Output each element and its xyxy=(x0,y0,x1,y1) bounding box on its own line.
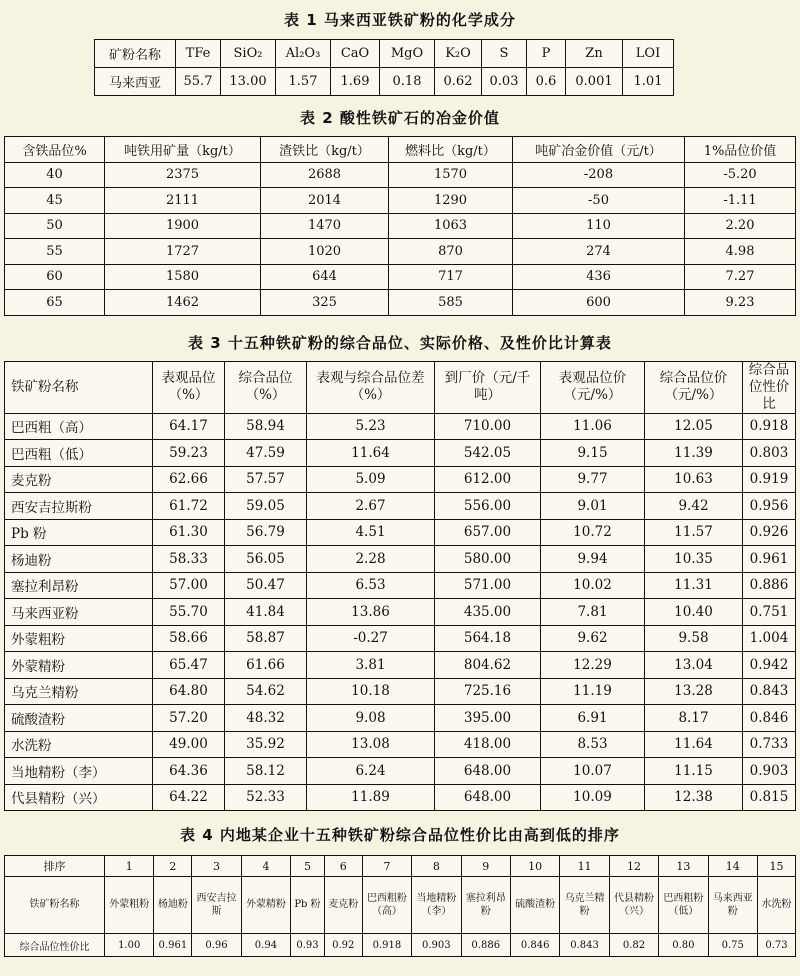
table3-cell: 13.86 xyxy=(307,599,435,626)
table4-value-cell: 0.93 xyxy=(291,934,325,957)
table3-cell: 4.51 xyxy=(307,519,435,546)
table2-cell: 1470 xyxy=(261,213,389,239)
table4-name-cell: 杨迪粉 xyxy=(154,877,192,934)
table3-cell: 5.09 xyxy=(307,466,435,493)
table1-header-row xyxy=(95,40,674,68)
table4-row-label: 铁矿粉名称 xyxy=(5,877,105,934)
table1-header-cell: SiO₂ xyxy=(221,40,276,68)
table3-header-row xyxy=(5,362,796,414)
table3-cell: 55.70 xyxy=(153,599,225,626)
table3-cell: 10.09 xyxy=(541,784,645,811)
table3-cell: 571.00 xyxy=(435,572,541,599)
table3-cell: 804.62 xyxy=(435,652,541,679)
table3-header-cell: 铁矿粉名称 xyxy=(5,362,153,414)
table2-cell: 1063 xyxy=(389,213,513,239)
table2-cell: 110 xyxy=(513,213,685,239)
table3-cell: 当地精粉（李） xyxy=(5,758,153,785)
table4-value-cell: 1.00 xyxy=(105,934,154,957)
table1-cell: 马来西亚 xyxy=(95,68,176,96)
table4-value-cell: 0.886 xyxy=(461,934,510,957)
table3-cell: 61.30 xyxy=(153,519,225,546)
table4-name-cell: 巴西粗粉（高） xyxy=(362,877,411,934)
table3-cell: 0.815 xyxy=(743,784,796,811)
table3-cell: 0.926 xyxy=(743,519,796,546)
table2-row xyxy=(5,264,796,290)
table4-rank-cell: 3 xyxy=(192,856,241,877)
table3-cell: 杨迪粉 xyxy=(5,546,153,573)
table4-value-cell: 0.843 xyxy=(560,934,609,957)
table3-header-cell: 综合品位（%） xyxy=(225,362,307,414)
table3-cell: 0.918 xyxy=(743,413,796,440)
table3-cell: 10.63 xyxy=(645,466,743,493)
table2-row xyxy=(5,239,796,265)
table3-header-cell: 到厂价（元/千吨） xyxy=(435,362,541,414)
table3-cell: 64.17 xyxy=(153,413,225,440)
table3-cell: 0.961 xyxy=(743,546,796,573)
table4-value-cell: 0.82 xyxy=(609,934,658,957)
table3-cell: 580.00 xyxy=(435,546,541,573)
table2-cell: 40 xyxy=(5,162,105,188)
table3-cell: 648.00 xyxy=(435,758,541,785)
table3-cell: 3.81 xyxy=(307,652,435,679)
table4-name-cell: 马来西亚粉 xyxy=(708,877,757,934)
table2-cell: 65 xyxy=(5,290,105,316)
table3-title: 表 3 十五种铁矿粉的综合品位、实际价格、及性价比计算表 xyxy=(188,334,612,352)
table3-cell: 57.20 xyxy=(153,705,225,732)
table3-cell: 58.87 xyxy=(225,625,307,652)
table3-row xyxy=(5,678,796,705)
table1-cell: 0.6 xyxy=(527,68,566,96)
table4-value-cell: 0.75 xyxy=(708,934,757,957)
table2-cell: 717 xyxy=(389,264,513,290)
table3-cell: 62.66 xyxy=(153,466,225,493)
table3-row xyxy=(5,652,796,679)
table3-cell: 2.28 xyxy=(307,546,435,573)
table3-row xyxy=(5,572,796,599)
table3-cell: 41.84 xyxy=(225,599,307,626)
table4-name-cell: 当地精粉（李） xyxy=(412,877,461,934)
table3-cell: 11.19 xyxy=(541,678,645,705)
table3-cell: 外蒙粗粉 xyxy=(5,625,153,652)
table3-cell: 725.16 xyxy=(435,678,541,705)
table3-cell: -0.27 xyxy=(307,625,435,652)
table3-cell: 11.39 xyxy=(645,440,743,467)
table3-cell: 11.89 xyxy=(307,784,435,811)
table2-cell: 2375 xyxy=(105,162,261,188)
table3-cell: 59.23 xyxy=(153,440,225,467)
table4-rank-cell: 11 xyxy=(560,856,609,877)
table3-cell: 418.00 xyxy=(435,731,541,758)
table3-cell: 57.57 xyxy=(225,466,307,493)
table2-cell: 274 xyxy=(513,239,685,265)
table3-cell: 麦克粉 xyxy=(5,466,153,493)
table1-cell: 0.001 xyxy=(566,68,623,96)
table2-cell: 55 xyxy=(5,239,105,265)
table4-value-cell: 0.94 xyxy=(241,934,290,957)
table3-cell: 马来西亚粉 xyxy=(5,599,153,626)
table3-cell: 710.00 xyxy=(435,413,541,440)
table4-rank-cell: 12 xyxy=(609,856,658,877)
table3-cell: 58.33 xyxy=(153,546,225,573)
table4-name-cell: 乌克兰精粉 xyxy=(560,877,609,934)
table2-cell: 870 xyxy=(389,239,513,265)
table3-cell: 0.886 xyxy=(743,572,796,599)
table1-header-cell: P xyxy=(527,40,566,68)
table3-cell: 612.00 xyxy=(435,466,541,493)
table2-cell: -50 xyxy=(513,188,685,214)
table2-header-cell: 吨矿冶金价值（元/t） xyxy=(513,137,685,163)
table3-cell: 12.38 xyxy=(645,784,743,811)
table3-cell: 56.79 xyxy=(225,519,307,546)
table3-cell: 10.18 xyxy=(307,678,435,705)
table3-header-cell: 综合品位性价比 xyxy=(743,362,796,414)
table2-cell: 9.23 xyxy=(685,290,796,316)
table3-cell: 35.92 xyxy=(225,731,307,758)
table3-cell: 9.58 xyxy=(645,625,743,652)
table1-title: 表 1 马来西亚铁矿粉的化学成分 xyxy=(284,11,516,29)
table2-cell: 1580 xyxy=(105,264,261,290)
table3-cell: 10.35 xyxy=(645,546,743,573)
table3-cell: 395.00 xyxy=(435,705,541,732)
table1-cell: 0.18 xyxy=(380,68,435,96)
table4-name-cell: Pb 粉 xyxy=(291,877,325,934)
table2-header-cell: 1%品位价值 xyxy=(685,137,796,163)
table2-cell: 2014 xyxy=(261,188,389,214)
table1-header-cell: 矿粉名称 xyxy=(95,40,176,68)
table3-cell: 0.956 xyxy=(743,493,796,520)
table4-value-cell: 0.903 xyxy=(412,934,461,957)
table3-cell: 542.05 xyxy=(435,440,541,467)
table3-cell: 0.846 xyxy=(743,705,796,732)
table1-cell: 1.01 xyxy=(623,68,674,96)
table3-cell: 12.29 xyxy=(541,652,645,679)
table3-cell: 6.24 xyxy=(307,758,435,785)
table2-cell: -1.11 xyxy=(685,188,796,214)
table3-cell: 49.00 xyxy=(153,731,225,758)
table3-cell: 50.47 xyxy=(225,572,307,599)
table3-row xyxy=(5,546,796,573)
table3-cell: 8.17 xyxy=(645,705,743,732)
table3-cell: 13.08 xyxy=(307,731,435,758)
table3-cell: 乌克兰精粉 xyxy=(5,678,153,705)
table4-rank-cell: 1 xyxy=(105,856,154,877)
table4-rank-cell: 13 xyxy=(659,856,708,877)
table4-rank-cell: 8 xyxy=(412,856,461,877)
table3-header-cell: 综合品位价（元/%） xyxy=(645,362,743,414)
table3-row xyxy=(5,466,796,493)
table3-header-cell: 表观品位（%） xyxy=(153,362,225,414)
table3-cell: 水洗粉 xyxy=(5,731,153,758)
table3-cell: 6.91 xyxy=(541,705,645,732)
table4-value-cell: 0.92 xyxy=(324,934,362,957)
table2-cell: 436 xyxy=(513,264,685,290)
table1-cell: 0.03 xyxy=(482,68,527,96)
table4-value-cell: 0.73 xyxy=(757,934,795,957)
table3-cell: 48.32 xyxy=(225,705,307,732)
table3-cell: 8.53 xyxy=(541,731,645,758)
table2-row xyxy=(5,162,796,188)
table4-value-cell: 0.961 xyxy=(154,934,192,957)
table4-name-cell: 外蒙精粉 xyxy=(241,877,290,934)
table1-cell: 0.62 xyxy=(435,68,482,96)
table4-name-cell: 代县精粉（兴） xyxy=(609,877,658,934)
table4-value-cell: 0.846 xyxy=(510,934,559,957)
table3-cell: 13.28 xyxy=(645,678,743,705)
table2-cell: 50 xyxy=(5,213,105,239)
table3-cell: 57.00 xyxy=(153,572,225,599)
table4-rank-cell: 6 xyxy=(324,856,362,877)
table2-title: 表 2 酸性铁矿石的冶金价值 xyxy=(300,109,500,127)
table3-cell: 435.00 xyxy=(435,599,541,626)
table2-header-cell: 含铁品位% xyxy=(5,137,105,163)
table4-value-cell: 0.918 xyxy=(362,934,411,957)
table2-cell: 1462 xyxy=(105,290,261,316)
table3-cell: 1.004 xyxy=(743,625,796,652)
table3-cell: 10.72 xyxy=(541,519,645,546)
table3-cell: 0.903 xyxy=(743,758,796,785)
table4-rank-row xyxy=(5,856,796,877)
table1-header-cell: Zn xyxy=(566,40,623,68)
table2-cell: 1727 xyxy=(105,239,261,265)
table3-cell: 0.751 xyxy=(743,599,796,626)
table3-cell: 9.42 xyxy=(645,493,743,520)
table3-cell: 59.05 xyxy=(225,493,307,520)
table2-row xyxy=(5,188,796,214)
table3-cell: 西安吉拉斯粉 xyxy=(5,493,153,520)
table4-name-cell: 巴西粗粉（低） xyxy=(659,877,708,934)
table2-header-cell: 渣铁比（kg/t） xyxy=(261,137,389,163)
table3-row xyxy=(5,625,796,652)
table2-cell: 1900 xyxy=(105,213,261,239)
table3-cell: 13.04 xyxy=(645,652,743,679)
table3-cell: 64.22 xyxy=(153,784,225,811)
table2-cell: 2111 xyxy=(105,188,261,214)
table1-header-cell: TFe xyxy=(176,40,221,68)
table3-cell: 648.00 xyxy=(435,784,541,811)
table4-value-cell: 0.96 xyxy=(192,934,241,957)
table3-cell: 9.62 xyxy=(541,625,645,652)
table3-cell: 564.18 xyxy=(435,625,541,652)
table3-cell: 0.942 xyxy=(743,652,796,679)
table3-cell: 7.81 xyxy=(541,599,645,626)
table2-cell: 2688 xyxy=(261,162,389,188)
table2-cell: 1570 xyxy=(389,162,513,188)
table1-header-cell: CaO xyxy=(331,40,380,68)
table2-header-row xyxy=(5,137,796,163)
table1-cell: 1.57 xyxy=(276,68,331,96)
table4-rank-cell: 7 xyxy=(362,856,411,877)
table1-cell: 1.69 xyxy=(331,68,380,96)
table3-cell: 11.15 xyxy=(645,758,743,785)
table3-cell: 64.80 xyxy=(153,678,225,705)
table4-rank-cell: 15 xyxy=(757,856,795,877)
table3-row xyxy=(5,493,796,520)
table3-cell: 10.07 xyxy=(541,758,645,785)
table4-row-label: 综合品位性价比 xyxy=(5,934,105,957)
table2 xyxy=(4,136,796,316)
table3-row xyxy=(5,599,796,626)
table3-cell: 11.64 xyxy=(307,440,435,467)
table4-name-cell: 外蒙粗粉 xyxy=(105,877,154,934)
table2-cell: 2.20 xyxy=(685,213,796,239)
table4-rank-cell: 10 xyxy=(510,856,559,877)
table3-cell: 9.15 xyxy=(541,440,645,467)
table4 xyxy=(4,855,796,957)
table3-cell: 12.05 xyxy=(645,413,743,440)
table1-cell: 13.00 xyxy=(221,68,276,96)
table4-title: 表 4 内地某企业十五种铁矿粉综合品位性价比由高到低的排序 xyxy=(180,826,620,844)
table3-cell: 58.12 xyxy=(225,758,307,785)
table3-cell: 9.01 xyxy=(541,493,645,520)
table4-rank-cell: 5 xyxy=(291,856,325,877)
table3-cell: 47.59 xyxy=(225,440,307,467)
table3-cell: 61.66 xyxy=(225,652,307,679)
table3-cell: 9.94 xyxy=(541,546,645,573)
table1-header-cell: S xyxy=(482,40,527,68)
table3-cell: 58.94 xyxy=(225,413,307,440)
table3-header-cell: 表观与综合品位差（%） xyxy=(307,362,435,414)
table2-cell: 4.98 xyxy=(685,239,796,265)
table4-row-label: 排序 xyxy=(5,856,105,877)
table3-cell: 0.733 xyxy=(743,731,796,758)
table3-cell: 10.40 xyxy=(645,599,743,626)
table3-cell: 0.803 xyxy=(743,440,796,467)
table1 xyxy=(94,39,674,96)
table3-cell: 2.67 xyxy=(307,493,435,520)
table4-name-cell: 水洗粉 xyxy=(757,877,795,934)
table1-header-cell: Al₂O₃ xyxy=(276,40,331,68)
table3-row xyxy=(5,705,796,732)
table1-header-cell: LOI xyxy=(623,40,674,68)
table3-cell: 6.53 xyxy=(307,572,435,599)
table2-row xyxy=(5,213,796,239)
table2-header-cell: 燃料比（kg/t） xyxy=(389,137,513,163)
table3-cell: 硫酸渣粉 xyxy=(5,705,153,732)
table4-name-cell: 塞拉利昂粉 xyxy=(461,877,510,934)
table3-cell: 61.72 xyxy=(153,493,225,520)
table2-row xyxy=(5,290,796,316)
table3-cell: 64.36 xyxy=(153,758,225,785)
table1-header-cell: K₂O xyxy=(435,40,482,68)
table3-cell: 巴西粗（高） xyxy=(5,413,153,440)
table4-name-cell: 硫酸渣粉 xyxy=(510,877,559,934)
table3-header-cell: 表观品位价（元/%） xyxy=(541,362,645,414)
table3-row xyxy=(5,413,796,440)
table3-row xyxy=(5,519,796,546)
table3-cell: 52.33 xyxy=(225,784,307,811)
table2-cell: 60 xyxy=(5,264,105,290)
table3-cell: 0.919 xyxy=(743,466,796,493)
table1-data-row xyxy=(95,68,674,96)
table3-cell: 11.31 xyxy=(645,572,743,599)
table4-rank-cell: 9 xyxy=(461,856,510,877)
table3-cell: 5.23 xyxy=(307,413,435,440)
table2-cell: 1020 xyxy=(261,239,389,265)
table3-row xyxy=(5,731,796,758)
table4-rank-cell: 14 xyxy=(708,856,757,877)
table4-rank-cell: 4 xyxy=(241,856,290,877)
table3-cell: 54.62 xyxy=(225,678,307,705)
table3-cell: 11.57 xyxy=(645,519,743,546)
table3-row xyxy=(5,784,796,811)
table4-name-cell: 麦克粉 xyxy=(324,877,362,934)
table2-cell: 644 xyxy=(261,264,389,290)
table2-cell: -5.20 xyxy=(685,162,796,188)
table3-cell: 巴西粗（低） xyxy=(5,440,153,467)
table3-cell: 11.06 xyxy=(541,413,645,440)
table3-cell: 65.47 xyxy=(153,652,225,679)
table4-value-cell: 0.80 xyxy=(659,934,708,957)
table3-row xyxy=(5,758,796,785)
table3-cell: Pb 粉 xyxy=(5,519,153,546)
table2-cell: 585 xyxy=(389,290,513,316)
table3-cell: 556.00 xyxy=(435,493,541,520)
table2-cell: 1290 xyxy=(389,188,513,214)
table2-cell: 600 xyxy=(513,290,685,316)
table3-cell: 0.843 xyxy=(743,678,796,705)
table1-header-cell: MgO xyxy=(380,40,435,68)
table3-cell: 外蒙精粉 xyxy=(5,652,153,679)
table4-rank-cell: 2 xyxy=(154,856,192,877)
table1-cell: 55.7 xyxy=(176,68,221,96)
table3-cell: 11.64 xyxy=(645,731,743,758)
table3-cell: 9.77 xyxy=(541,466,645,493)
table3-cell: 56.05 xyxy=(225,546,307,573)
table3-cell: 塞拉利昂粉 xyxy=(5,572,153,599)
table2-cell: 7.27 xyxy=(685,264,796,290)
table3-row xyxy=(5,440,796,467)
table3-cell: 9.08 xyxy=(307,705,435,732)
table3 xyxy=(4,361,796,811)
table3-cell: 657.00 xyxy=(435,519,541,546)
table2-cell: 45 xyxy=(5,188,105,214)
table2-header-cell: 吨铁用矿量（kg/t） xyxy=(105,137,261,163)
table2-cell: -208 xyxy=(513,162,685,188)
table3-cell: 代县精粉（兴） xyxy=(5,784,153,811)
table4-value-row xyxy=(5,934,796,957)
table3-cell: 58.66 xyxy=(153,625,225,652)
table4-name-cell: 西安吉拉斯 xyxy=(192,877,241,934)
table3-cell: 10.02 xyxy=(541,572,645,599)
table2-cell: 325 xyxy=(261,290,389,316)
table4-name-row xyxy=(5,877,796,934)
